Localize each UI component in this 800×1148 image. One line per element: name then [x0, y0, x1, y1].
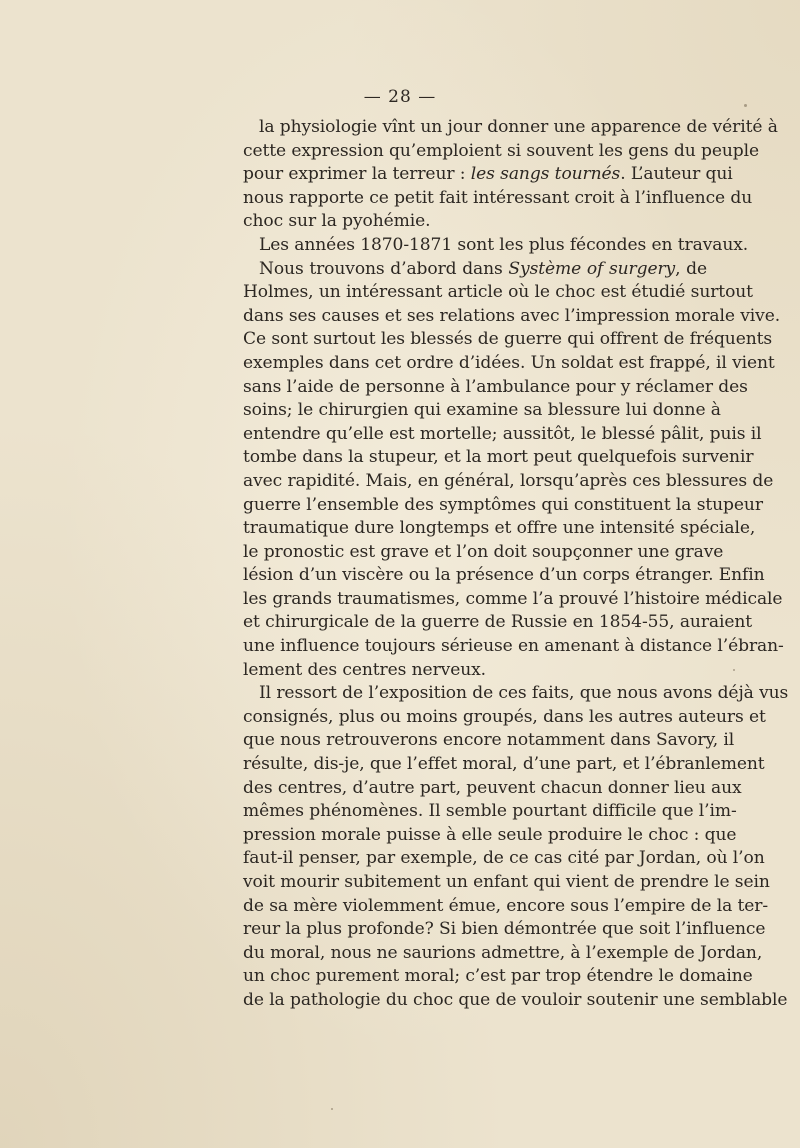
text-line — [243, 163, 733, 187]
paragraph — [243, 682, 789, 1012]
paper-speck — [733, 669, 735, 671]
text-line — [243, 399, 721, 423]
text-line — [243, 281, 753, 305]
text-run: que nous retrouverons encore notamment dans Savory, il — [243, 730, 735, 751]
text-line — [243, 895, 769, 919]
text-run: cette expression qu’emploient si souvent les gens du peuple — [243, 140, 759, 161]
paragraph — [243, 116, 778, 234]
text-line — [243, 871, 770, 895]
text-run: de la pathologie du choc que de vouloir soutenir une semblable — [243, 989, 788, 1010]
text-run: consignés, plus ou moins groupés, dans les autres auteurs et — [243, 706, 766, 727]
text-line — [243, 517, 756, 541]
text-line — [243, 824, 737, 848]
text-line — [243, 446, 754, 470]
text-run: la physiologie vînt un jour donner une apparence de vérité à — [259, 117, 778, 137]
text-line — [243, 989, 788, 1013]
text-run: Nous trouvons d’abord dans — [259, 258, 509, 279]
text-run: sans l’aide de personne à l’ambulance pour y réclamer des — [243, 376, 748, 397]
text-line — [243, 187, 753, 211]
text-line — [243, 706, 766, 730]
text-line — [243, 305, 781, 329]
text-line — [243, 729, 735, 753]
text-run: dans ses causes et ses relations avec l’impression morale vive. — [243, 305, 781, 326]
text-line — [243, 376, 748, 400]
text-run: choc sur la pyohémie. — [243, 211, 431, 232]
text-run: une influence toujours sérieuse en amenant à distance l’ébran- — [243, 636, 784, 657]
text-run: guerre l’ensemble des symptômes qui constituent la stupeur — [243, 494, 763, 515]
text-run: , de — [675, 258, 707, 279]
text-run: traumatique dure longtemps et offre une intensité spéciale, — [243, 518, 756, 539]
text-line — [243, 352, 775, 376]
text-run: et chirurgicale de la guerre de Russie en 1854-55, auraient — [243, 612, 753, 633]
text-run: Il ressort de l’exposition de ces faits, que nous avons déjà vus — [259, 683, 789, 704]
text-line — [243, 611, 753, 635]
text-run: voit mourir subitement un enfant qui vient de prendre le sein — [243, 872, 770, 892]
text-run: lement des centres nerveux. — [243, 659, 486, 680]
text-run: avec rapidité. Mais, en général, lorsqu’après ces blessures de — [243, 470, 774, 491]
text-run: le pronostic est grave et l’on doit soupçonner une grave — [243, 541, 724, 562]
body-text — [243, 116, 789, 1013]
text-run: exemples dans cet ordre d’idées. Un soldat est frappé, il vient — [243, 352, 775, 373]
text-line — [243, 423, 762, 447]
text-line — [243, 800, 737, 824]
text-line — [243, 470, 774, 494]
text-line — [243, 942, 763, 966]
text-run: mêmes phénomènes. Il semble pourtant difficile que l’im- — [243, 801, 737, 822]
text-run: nous rapporte ce petit fait intéressant croit à l’influence du — [243, 187, 753, 208]
text-run: lésion d’un viscère ou la présence d’un corps étranger. Enfin — [243, 565, 765, 586]
text-line — [243, 753, 765, 777]
italic-text: Système of surgery — [508, 258, 676, 279]
text-run: tombe dans la stupeur, et la mort peut quelquefois survenir — [243, 447, 754, 468]
paper-speck — [744, 104, 747, 107]
text-line — [243, 328, 773, 352]
text-run: Holmes, un intéressant article où le choc est étudié surtout — [243, 282, 753, 303]
text-line — [243, 588, 783, 612]
text-run: Les années 1870-1871 sont les plus fécondes en travaux. — [259, 234, 749, 255]
text-run: soins; le chirurgien qui examine sa blessure lui donne à — [243, 400, 721, 421]
text-run: pression morale puisse à elle seule produire le choc : que — [243, 824, 737, 845]
text-run: résulte, dis-je, que l’effet moral, d’une part, et l’ébranlement — [243, 754, 765, 775]
text-run: un choc purement moral; c’est par trop étendre le domaine — [243, 966, 753, 987]
text-line — [243, 234, 749, 258]
text-line — [243, 210, 707, 234]
text-line — [243, 777, 742, 801]
text-run: faut-il penser, par exemple, de ce cas cité par Jordan, où l’on — [243, 848, 765, 869]
text-line — [243, 541, 724, 565]
text-line — [243, 659, 707, 683]
text-run: des centres, d’autre part, peuvent chacun donner lieu aux — [243, 777, 742, 798]
text-run: de sa mère violemment émue, encore sous l’empire de la ter- — [243, 895, 769, 916]
page-number: — 28 — — [363, 87, 437, 107]
text-line — [243, 682, 789, 706]
text-run: . L’auteur qui — [620, 164, 733, 185]
text-line — [243, 494, 763, 518]
text-line — [243, 918, 766, 942]
text-line — [243, 258, 707, 282]
text-run: du moral, nous ne saurions admettre, à l’exemple de Jordan, — [243, 942, 763, 963]
italic-text: les sangs tournés — [470, 164, 621, 185]
text-run: reur la plus profonde? Si bien démontrée que soit l’influence — [243, 919, 766, 940]
text-line — [243, 116, 778, 140]
text-run: Ce sont surtout les blessés de guerre qui offrent de fréquents — [243, 329, 773, 350]
paper-speck — [706, 383, 708, 385]
text-line — [243, 564, 765, 588]
text-line — [243, 847, 765, 871]
text-run: entendre qu’elle est mortelle; aussitôt, le blessé pâlit, puis il — [243, 423, 762, 444]
text-run: pour exprimer la terreur : — [243, 164, 471, 185]
paper-speck — [331, 1108, 333, 1110]
text-run: les grands traumatismes, comme l’a prouvé l’histoire médicale — [243, 588, 783, 609]
text-line — [243, 140, 759, 164]
text-line — [243, 965, 753, 989]
text-line — [243, 635, 784, 659]
paragraph — [243, 234, 749, 258]
paragraph — [243, 258, 784, 683]
